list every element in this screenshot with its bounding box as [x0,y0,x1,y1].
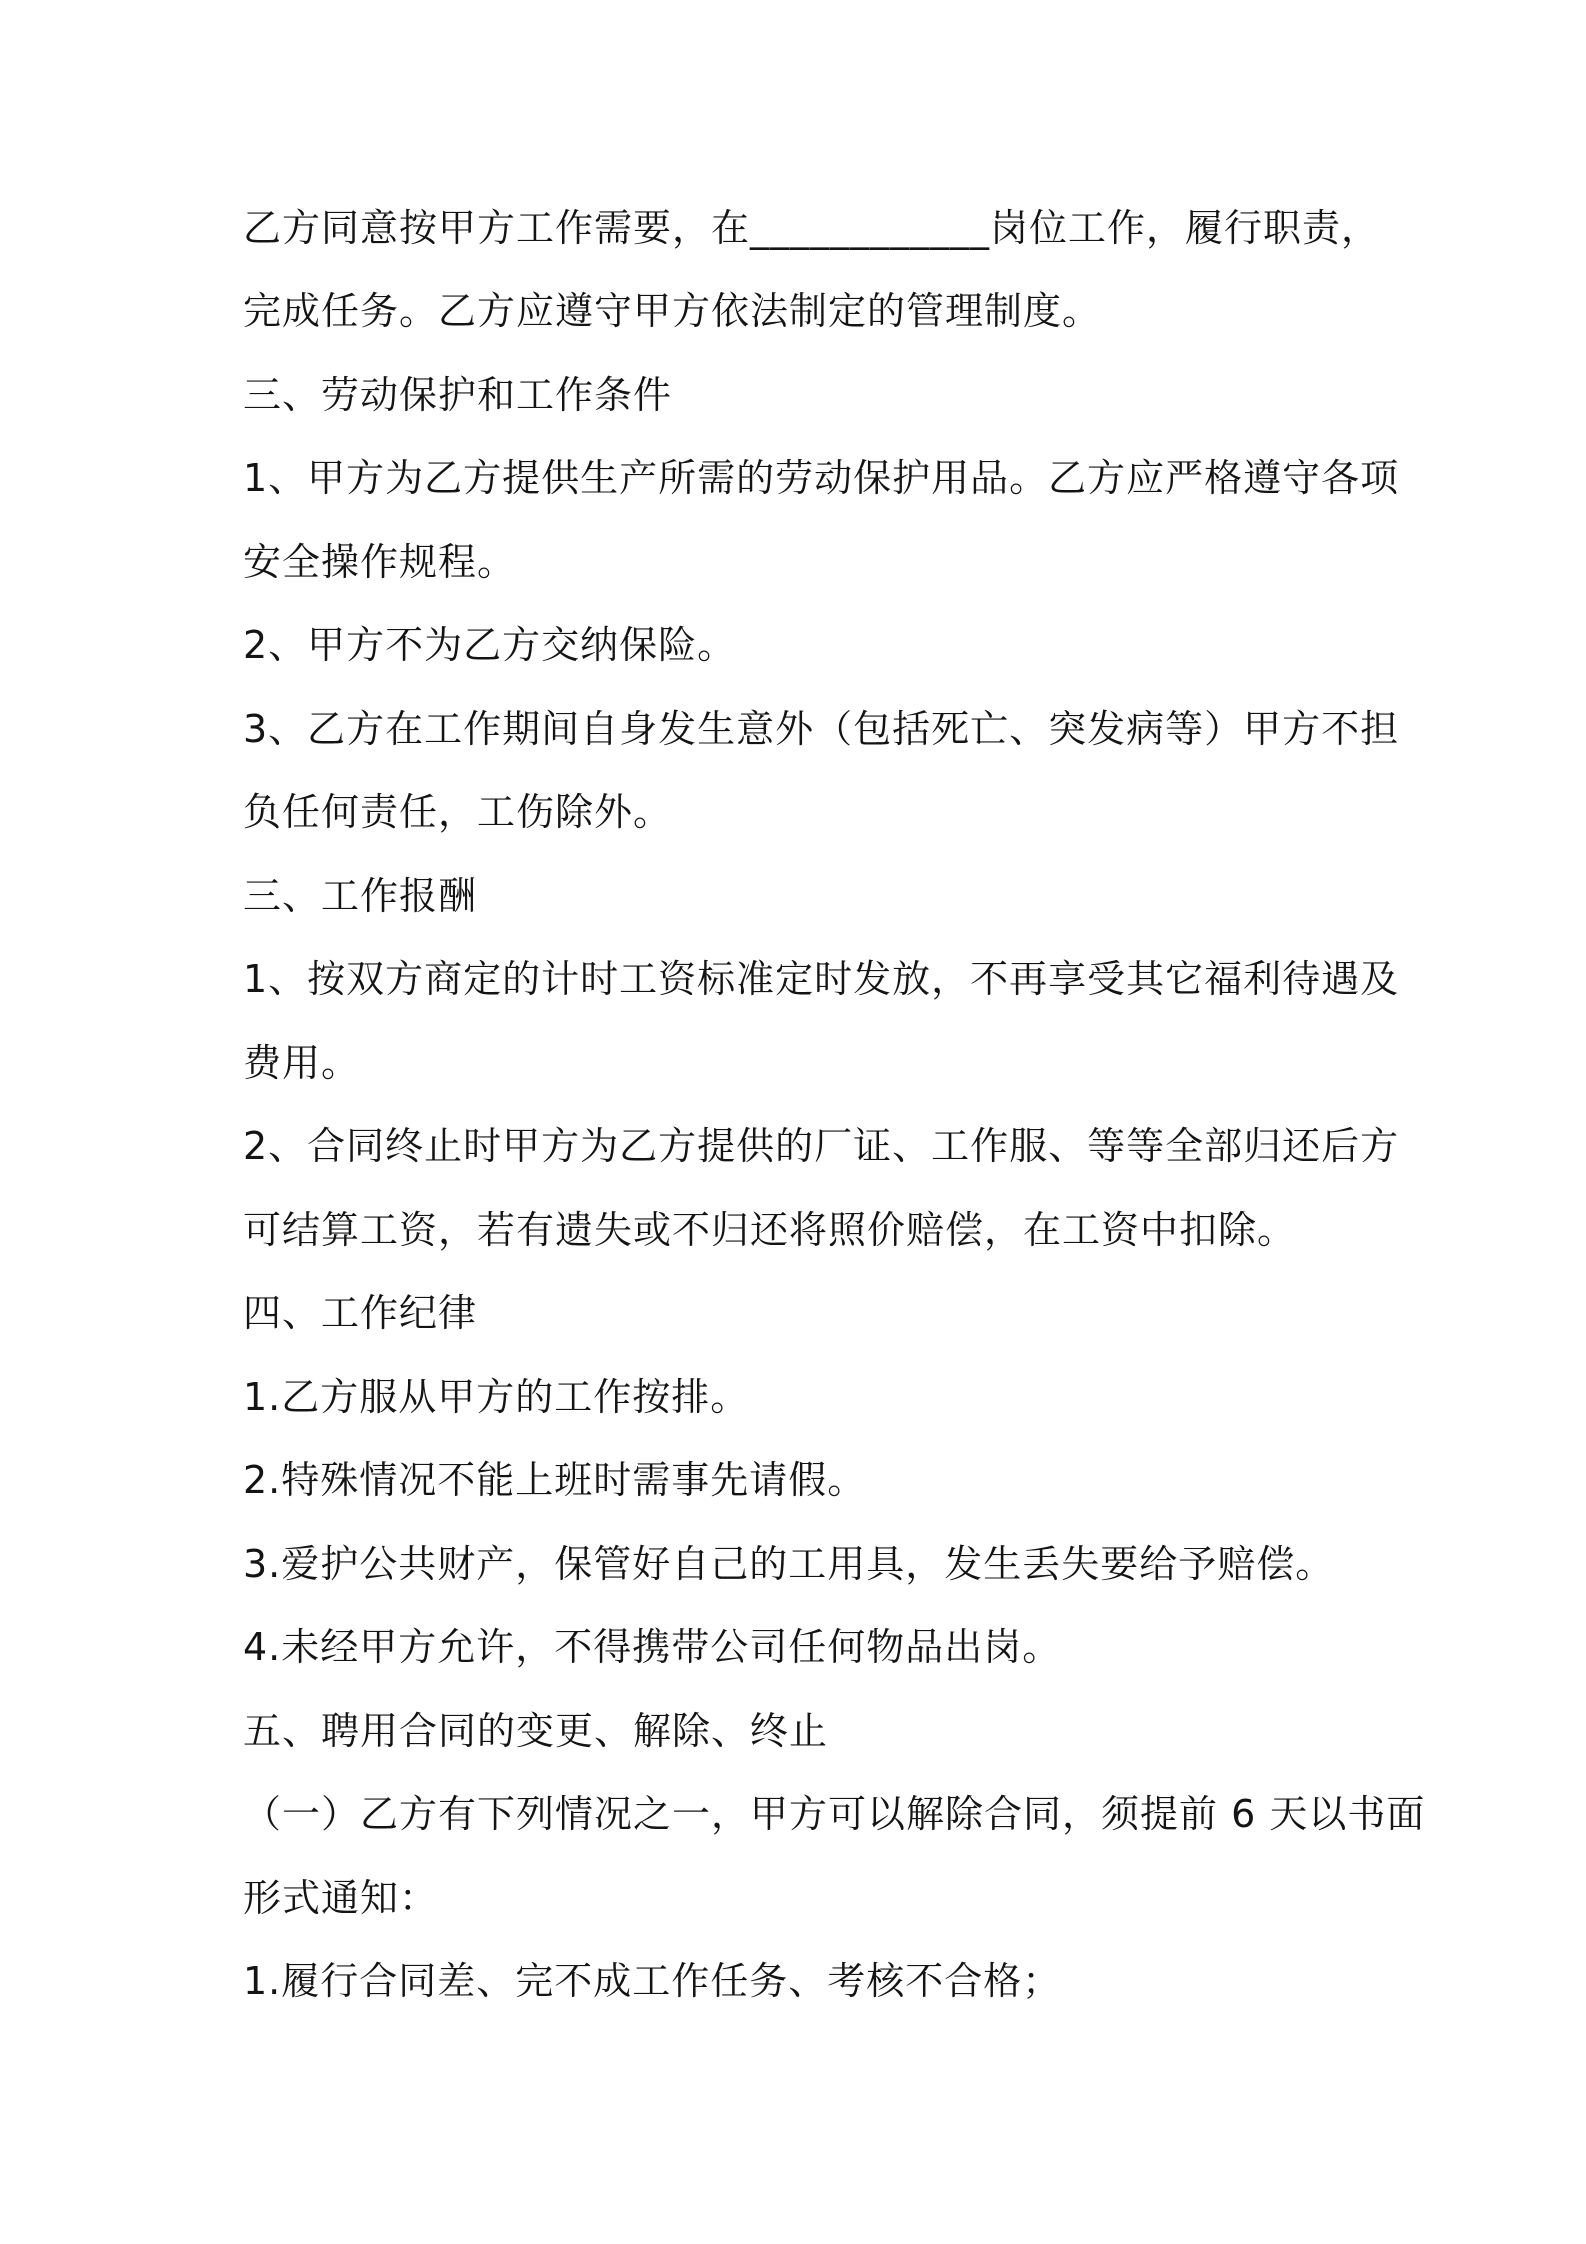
paragraph-line: 3、乙方在工作期间自身发生意外（包括死亡、突发病等）甲方不担 [243,707,1400,751]
paragraph-line: 1.履行合同差、完不成工作任务、考核不合格； [243,1959,1062,2003]
section-heading: 三、劳动保护和工作条件 [243,373,673,417]
section-heading: 五、聘用合同的变更、解除、终止 [243,1709,829,1753]
paragraph-line: 完成任务。乙方应遵守甲方依法制定的管理制度。 [243,289,1102,333]
paragraph-line: 4.未经甲方允许，不得携带公司任何物品出岗。 [243,1625,1062,1669]
paragraph-line: 1.乙方服从甲方的工作按排。 [243,1375,750,1419]
paragraph-line: 可结算工资，若有遗失或不归还将照价赔偿，在工资中扣除。 [243,1208,1297,1252]
paragraph-line: 负任何责任，工伤除外。 [243,790,673,834]
paragraph-line: 3.爱护公共财产，保管好自己的工用具，发生丢失要给予赔偿。 [243,1542,1335,1586]
paragraph-line: 1、按双方商定的计时工资标准定时发放，不再享受其它福利待遇及 [243,957,1400,1001]
paragraph-line: 费用。 [243,1041,361,1085]
paragraph-line: 2、合同终止时甲方为乙方提供的厂证、工作服、等等全部归还后方 [243,1124,1400,1168]
paragraph-line: 2.特殊情况不能上班时需事先请假。 [243,1458,867,1502]
paragraph-line: 乙方同意按甲方工作需要，在____________岗位工作，履行职责， [243,206,1381,250]
paragraph-line: 1、甲方为乙方提供生产所需的劳动保护用品。乙方应严格遵守各项 [243,456,1400,500]
section-heading: 四、工作纪律 [243,1291,478,1335]
paragraph-line: 安全操作规程。 [243,540,517,584]
section-heading: 三、工作报酬 [243,874,478,918]
paragraph-line: 形式通知： [243,1876,439,1920]
paragraph-line: 2、甲方不为乙方交纳保险。 [243,623,737,667]
paragraph-line: （一）乙方有下列情况之一，甲方可以解除合同，须提前 6 天以书面 [243,1792,1426,1836]
